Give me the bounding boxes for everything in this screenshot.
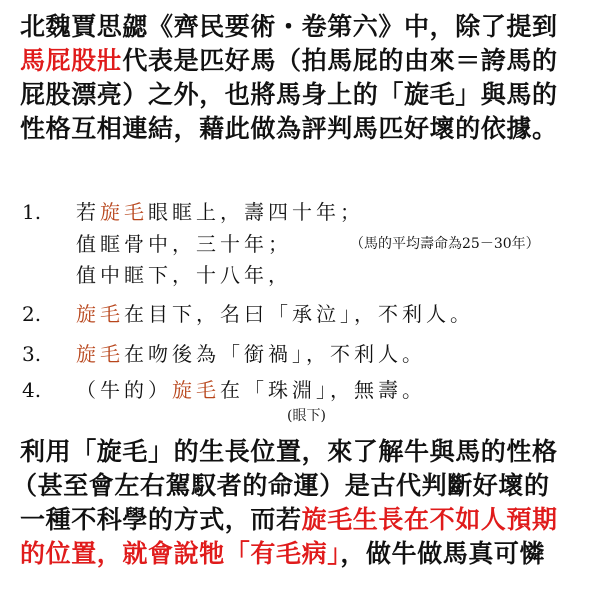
list-item-3-highlight: 旋毛 <box>76 342 124 366</box>
list-number-2: 2. <box>22 302 42 326</box>
conclusion-line-3-plain: 一種不科學的方式，而若 <box>20 505 302 534</box>
lifespan-note: （馬的平均壽命為25－30年） <box>350 236 540 252</box>
list-number-3: 3. <box>22 342 42 366</box>
list-item-1-highlight: 旋毛 <box>100 200 148 224</box>
intro-line-2-rest: 代表是匹好馬（拍馬屁的由來＝誇馬的 <box>122 46 558 75</box>
conclusion-line-2: （甚至會左右駕馭者的命運）是古代判斷好壞的 <box>12 471 550 500</box>
list-item-4-rest: 在「珠淵」，無壽。 <box>220 378 426 402</box>
list-item-2-rest: 在目下，名曰「承泣」，不利人。 <box>124 302 474 326</box>
list-item-1-line-2: 值眶骨中，三十年； <box>76 232 292 256</box>
list-item-1-pre: 若 <box>76 200 100 224</box>
eye-below-note: (眼下) <box>287 408 326 424</box>
conclusion-line-3-red: 旋毛生長在不如人預期 <box>301 505 558 534</box>
conclusion-line-4-plain: ，做牛做馬真可憐 <box>340 539 546 568</box>
list-number-4: 4. <box>22 378 42 402</box>
list-item-1-rest: 眼眶上，壽四十年； <box>148 200 364 224</box>
conclusion-line-3 <box>20 503 586 537</box>
list-item-1-line-1 <box>76 197 364 227</box>
intro-line-1: 北魏賈思勰《齊民要術・卷第六》中，除了提到 <box>20 12 558 41</box>
list-item-4-pre: （牛的） <box>76 378 172 402</box>
list-item-2-highlight: 旋毛 <box>76 302 124 326</box>
highlight-horse-butt: 馬屁股壯 <box>20 46 123 75</box>
intro-line-2 <box>20 44 586 78</box>
list-item-1-line-3: 值中眶下，十八年， <box>76 263 292 287</box>
list-item-4 <box>76 375 426 405</box>
intro-paragraph <box>20 10 586 146</box>
conclusion-line-4-red: 的位置，就會說牠「有毛病」 <box>20 539 341 568</box>
list-number-1: 1. <box>22 200 42 224</box>
list-item-2 <box>76 299 474 329</box>
conclusion-line-1: 利用「旋毛」的生長位置，來了解牛與馬的性格 <box>20 437 558 466</box>
intro-line-3: 屁股漂亮）之外，也將馬身上的「旋毛」與馬的 <box>20 80 558 109</box>
intro-line-4: 性格互相連結，藉此做為評判馬匹好壞的依據。 <box>20 114 558 143</box>
list-item-3 <box>76 339 426 369</box>
conclusion-line-4 <box>20 537 586 571</box>
list-item-4-highlight: 旋毛 <box>172 378 220 402</box>
conclusion-paragraph <box>12 435 586 571</box>
list-item-3-rest: 在吻後為「銜禍」，不利人。 <box>124 342 426 366</box>
